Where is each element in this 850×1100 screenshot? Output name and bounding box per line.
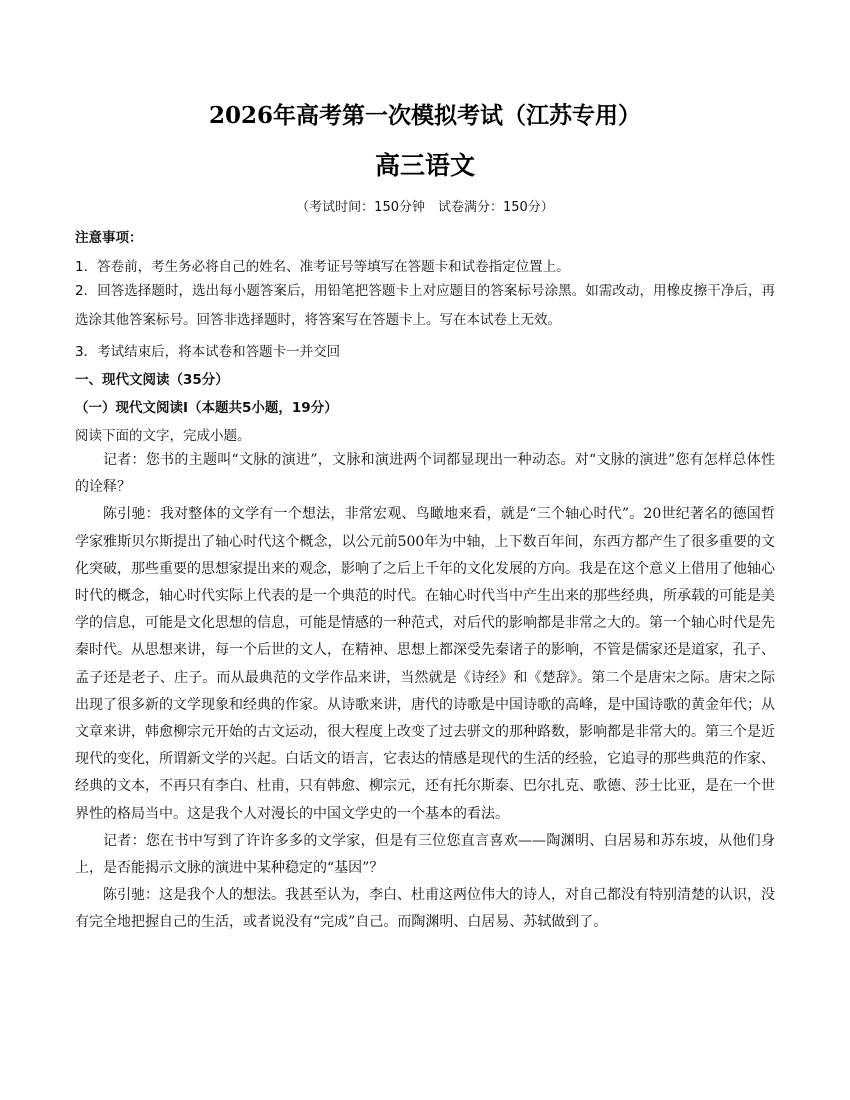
exam-title: 2026年高考第一次模拟考试（江苏专用）: [208, 102, 641, 129]
notice-item-2: 2．回答选择题时，选出每小题答案后，用铅笔把答题卡上对应题目的答案标号涂黑。如需改动，用橡皮擦干净后，再选涂其他答案标号。回答非选择题时，将答案写在答题卡上。写在本试卷上无效。: [75, 283, 775, 328]
passage-paragraph: 记者：您在书中写到了许许多多的文学家，但是有三位您直言喜欢——陶渊明、白居易和苏东坡，从他们身上，是否能揭示文脉的演进中某种稳定的“基因”？: [75, 832, 775, 877]
reading-instruction: 阅读下面的文字，完成小题。: [75, 428, 251, 444]
exam-time-score-info: （考试时间：150分钟 试卷满分：150分）: [296, 200, 554, 215]
notice-item-1: 1．答卷前，考生务必将自己的姓名、准考证号等填写在答题卡和试卷指定位置上。: [75, 259, 570, 275]
subsection-heading: （一）现代文阅读Ⅰ（本题共5小题，19分）: [75, 400, 338, 416]
exam-subject: 高三语文: [374, 151, 475, 180]
passage-paragraph: 记者：您书的主题叫“文脉的演进”，文脉和演进两个词都显现出一种动态。对“文脉的演进”您有怎样总体性的诠释？: [75, 452, 775, 496]
notice-heading: 注意事项：: [75, 230, 143, 246]
notice-item-3: 3．考试结束后，将本试卷和答题卡一并交回: [75, 344, 341, 360]
passage-paragraph: 陈引驰：这是我个人的想法。我甚至认为，李白、杜甫这两位伟大的诗人，对自己都没有特别清楚的认识，没有完全地把握自己的生活，或者说没有“完成”自己。而陶渊明、白居易、苏轼做到了。: [75, 887, 775, 931]
section-heading: 一、现代文阅读（35分）: [75, 372, 229, 388]
reading-passage: [75, 447, 775, 937]
passage-paragraph: 陈引驰：我对整体的文学有一个想法，非常宏观、鸟瞰地来看，就是“三个轴心时代”。20世纪著名的德国哲学家雅斯贝尔斯提出了轴心时代这个概念，以公元前500年为中轴，上下数百年间，东西方都产生了很多重要的文化突破，那些重要的思想家提出来的观念，影响了之后上千年的文化发展的方向。我是在这个意义上借用了他轴心时代的概念，轴心时代实际上代表的是一个典范的时代。在轴心时代当中产生出来的那些经典，所承载的可能是美学的信息，可能是文化思想的信息，可能是情感的一种范式，对后代的影响都是非常之大的。第一个轴心时代是先秦时代。从思想来讲，每一个后世的文人，在精神、思想上都深受先秦诸子的影响，不管是儒家还是道家，孔子、孟子还是老子、庄子。而从最典范的文学作品来讲，当然就是《诗经》和《楚辞》。第二个是唐宋之际。唐宋之际出现了很多新的文学现象和经典的作家。从诗歌来讲，唐代的诗歌是中国诗歌的高峰，是中国诗歌的黄金年代；从文章来讲，韩愈柳宗元开始的古文运动，很大程度上改变了过去骈文的那种路数，影响都是非常大的。第三个是近现代的变化，所谓新文学的兴起。白话文的语言，它表达的情感是现代的生活的经验，它追寻的那些典范的作家、经典的文本，不再只有李白、杜甫，只有韩愈、柳宗元，还有托尔斯泰、巴尔扎克、歌德、莎士比亚，是在一个世界性的格局当中。这是我个人对漫长的中国文学史的一个基本的看法。: [75, 506, 775, 822]
